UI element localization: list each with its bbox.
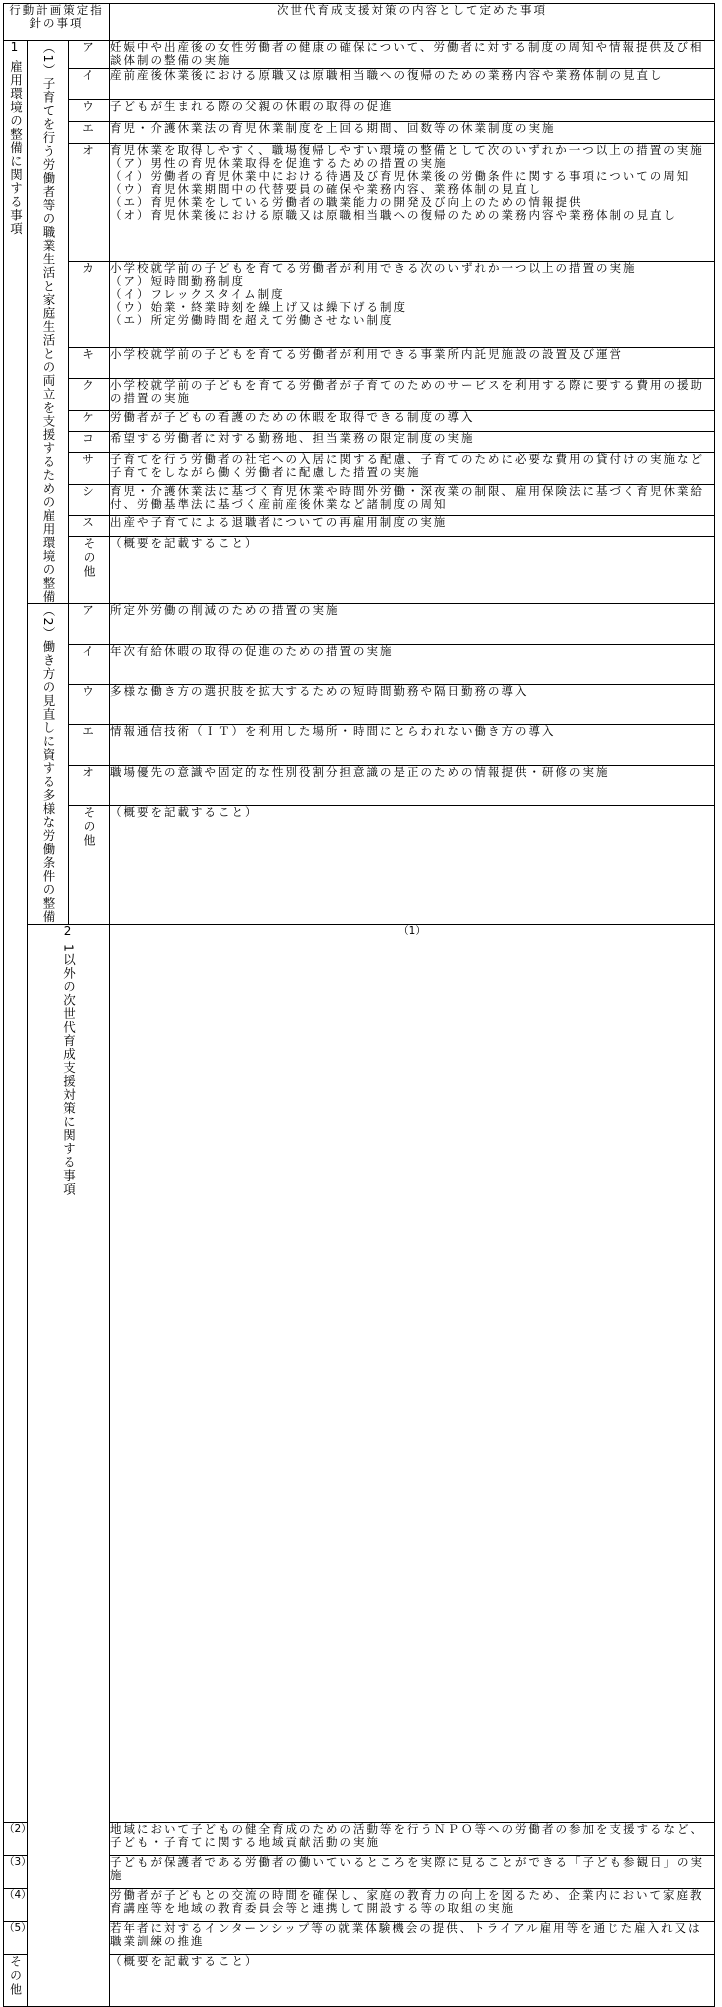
item-label: ウ: [69, 99, 110, 121]
item-label: キ: [69, 347, 110, 378]
other-label: その他: [82, 805, 96, 848]
item-label: ス: [69, 516, 110, 537]
item-label: （1）: [110, 924, 715, 1822]
item-text: 子どもが生まれる際の父親の休暇の取得の促進: [110, 99, 715, 121]
other-text: （概要を記載すること）: [110, 537, 715, 604]
item-text: 妊娠中や出産後の女性労働者の健康の確保について、労働者に対する制度の周知や情報提供及び相談体制の整備の実施: [110, 41, 715, 69]
table-row: [4, 1822, 715, 1855]
other-label-cell: [69, 805, 110, 924]
item-label: （3）: [4, 1855, 28, 1888]
item-label: カ: [69, 262, 110, 347]
other-label-cell: [69, 537, 110, 604]
item-text: 育児休業を取得しやすく、職場復帰しやすい環境の整備として次のいずれか一つ以上の措置の実施: [110, 142, 704, 157]
table-row: [4, 805, 715, 924]
item-label: コ: [69, 431, 110, 452]
sub-item: （ウ）始業・終業時刻を繰上げ又は繰下げる制度: [110, 300, 408, 315]
other-label-cell: [4, 1954, 28, 2006]
table-row: [4, 765, 715, 805]
item-text: 地域において子どもの健全育成のための活動等を行うＮＰＯ等への労働者の参加を支援するなど、子ども・子育てに関する地域貢献活動の実施: [110, 1822, 715, 1855]
table-row: [4, 537, 715, 604]
table-row: [4, 453, 715, 484]
category-1-title: 雇用環境の整備に関する事項: [8, 60, 24, 236]
sub-1-title: 子育てを行う労働者等の職業生活と家庭生活との両立を支援するための雇用環境の整備: [41, 76, 56, 604]
item-text: 産前産後休業後における原職又は原職相当職への復帰のための業務内容や業務体制の見直し: [110, 69, 715, 99]
item-text: 子育てを行う労働者の社宅への入居に関する配慮、子育てのために必要な費用の貸付けの実施など子育てをしながら働く労働者に配慮した措置の実施: [110, 453, 715, 484]
sub-1-number: （1）: [41, 41, 56, 77]
item-label: （2）: [4, 1822, 28, 1855]
header-row: [4, 4, 715, 41]
sub-2-cell: [28, 604, 69, 924]
item-label: エ: [69, 725, 110, 765]
other-label: その他: [82, 537, 96, 580]
table-row: [4, 99, 715, 121]
table-row: [4, 262, 715, 347]
table-row: [4, 1954, 715, 2006]
table-row: [4, 347, 715, 378]
item-label: ク: [69, 379, 110, 410]
table-row: [4, 644, 715, 684]
table-row: [4, 1921, 715, 1954]
item-label: イ: [69, 644, 110, 684]
item-text-with-subitems: [110, 262, 715, 347]
item-label: （5）: [4, 1921, 28, 1954]
item-text: 職場優先の意識や固定的な性別役割分担意識の是正のための情報提供・研修の実施: [110, 765, 715, 805]
header-left: 行動計画策定指針の事項: [4, 4, 110, 41]
item-label: エ: [69, 122, 110, 143]
item-label: （4）: [4, 1888, 28, 1921]
table-row: [4, 484, 715, 515]
item-text: 労働者が子どもの看護のための休暇を取得できる制度の導入: [110, 410, 715, 431]
table-row: [4, 604, 715, 644]
sub-item: （イ）フレックスタイム制度: [110, 287, 285, 302]
item-text: 情報通信技術（ＩＴ）を利用した場所・時間にとらわれない働き方の導入: [110, 725, 715, 765]
table-row: [4, 379, 715, 410]
item-text: 小学校就学前の子どもを育てる労働者が子育てのためのサービスを利用する際に要する費用の援助の措置の実施: [110, 379, 715, 410]
sub-item: （イ）労働者の育児休業中における待遇及び育児休業後の労働条件に関する事項についての周知: [110, 168, 691, 183]
item-text: 多様な働き方の選択肢を拡大するための短時間勤務や隔日勤務の導入: [110, 685, 715, 725]
item-text-with-subitems: [110, 143, 715, 262]
sub-1-cell: [28, 41, 69, 604]
item-label: ウ: [69, 685, 110, 725]
item-label: ア: [69, 604, 110, 644]
category-2-number: 2: [63, 923, 74, 938]
item-label: ア: [69, 41, 110, 69]
item-text: 出産や子育てによる退職者についての再雇用制度の実施: [110, 516, 715, 537]
sub-2-number: （2）: [41, 604, 56, 641]
sub-item: （ア）男性の育児休業取得を促進するための措置の実施: [110, 155, 448, 170]
other-text: （概要を記載すること）: [110, 1954, 715, 2006]
table-row: [4, 924, 715, 1822]
item-text: 育児・介護休業法に基づく育児休業や時間外労働・深夜業の制限、雇用保険法に基づく育児休業給付、労働基準法に基づく産前産後休業など諸制度の周知: [110, 484, 715, 515]
table-row: [4, 516, 715, 537]
category-2-cell: [28, 924, 110, 2006]
item-label: オ: [69, 143, 110, 262]
sub-item: （ア）短時間勤務制度: [110, 274, 246, 289]
table-row: [4, 431, 715, 452]
item-text: 所定外労働の削減のための措置の実施: [110, 604, 715, 644]
category-1-number: 1: [10, 40, 21, 54]
item-label: サ: [69, 453, 110, 484]
table-row: [4, 1855, 715, 1888]
table-row: [4, 122, 715, 143]
sub-item: （ウ）育児休業期間中の代替要員の確保や業務内容、業務体制の見直し: [110, 181, 543, 196]
item-text: 若年者に対するインターンシップ等の就業体験機会の提供、トライアル雇用等を通じた雇入れ又は職業訓練の推進: [110, 1921, 715, 1954]
sub-item: （エ）所定労働時間を超えて労働させない制度: [110, 313, 394, 328]
category-2-title: 1以外の次世代育成支援対策に関する事項: [61, 943, 77, 1196]
table-row: [4, 143, 715, 262]
table-row: [4, 685, 715, 725]
item-text: 育児・介護休業法の育児休業制度を上回る期間、回数等の休業制度の実施: [110, 122, 715, 143]
category-1-cell: [4, 41, 28, 1823]
item-text: 希望する労働者に対する勤務地、担当業務の限定制度の実施: [110, 431, 715, 452]
table-row: [4, 725, 715, 765]
item-text: 小学校就学前の子どもを育てる労働者が利用できる事業所内託児施設の設置及び運営: [110, 347, 715, 378]
item-label: ケ: [69, 410, 110, 431]
item-text: 小学校就学前の子どもを育てる労働者が利用できる次のいずれか一つ以上の措置の実施: [110, 261, 637, 276]
sub-item: （オ）育児休業後における原職又は原職相当職への復帰のための業務内容や業務体制の見直し: [110, 207, 678, 222]
table-row: [4, 41, 715, 69]
item-label: シ: [69, 484, 110, 515]
action-plan-table: [3, 3, 715, 2007]
table-row: [4, 410, 715, 431]
other-label: その他: [8, 1954, 23, 1997]
table-row: [4, 1888, 715, 1921]
table-row: [4, 69, 715, 99]
item-label: オ: [69, 765, 110, 805]
other-text: （概要を記載すること）: [110, 805, 715, 924]
sub-2-title: 働き方の見直しに資する多様な労働条件の整備: [41, 640, 56, 924]
item-text: 労働者が子どもとの交流の時間を確保し、家庭の教育力の向上を図るため、企業内において家庭教育講座等を地域の教育委員会等と連携して開設する等の取組の実施: [110, 1888, 715, 1921]
item-text: 子どもが保護者である労働者の働いているところを実際に見ることができる「子ども参観日」の実施: [110, 1855, 715, 1888]
item-label: イ: [69, 69, 110, 99]
sub-item: （エ）育児休業をしている労働者の職業能力の開発及び向上のための情報提供: [110, 194, 583, 209]
header-right: 次世代育成支援対策の内容として定めた事項: [110, 4, 715, 41]
item-text: 年次有給休暇の取得の促進のための措置の実施: [110, 644, 715, 684]
